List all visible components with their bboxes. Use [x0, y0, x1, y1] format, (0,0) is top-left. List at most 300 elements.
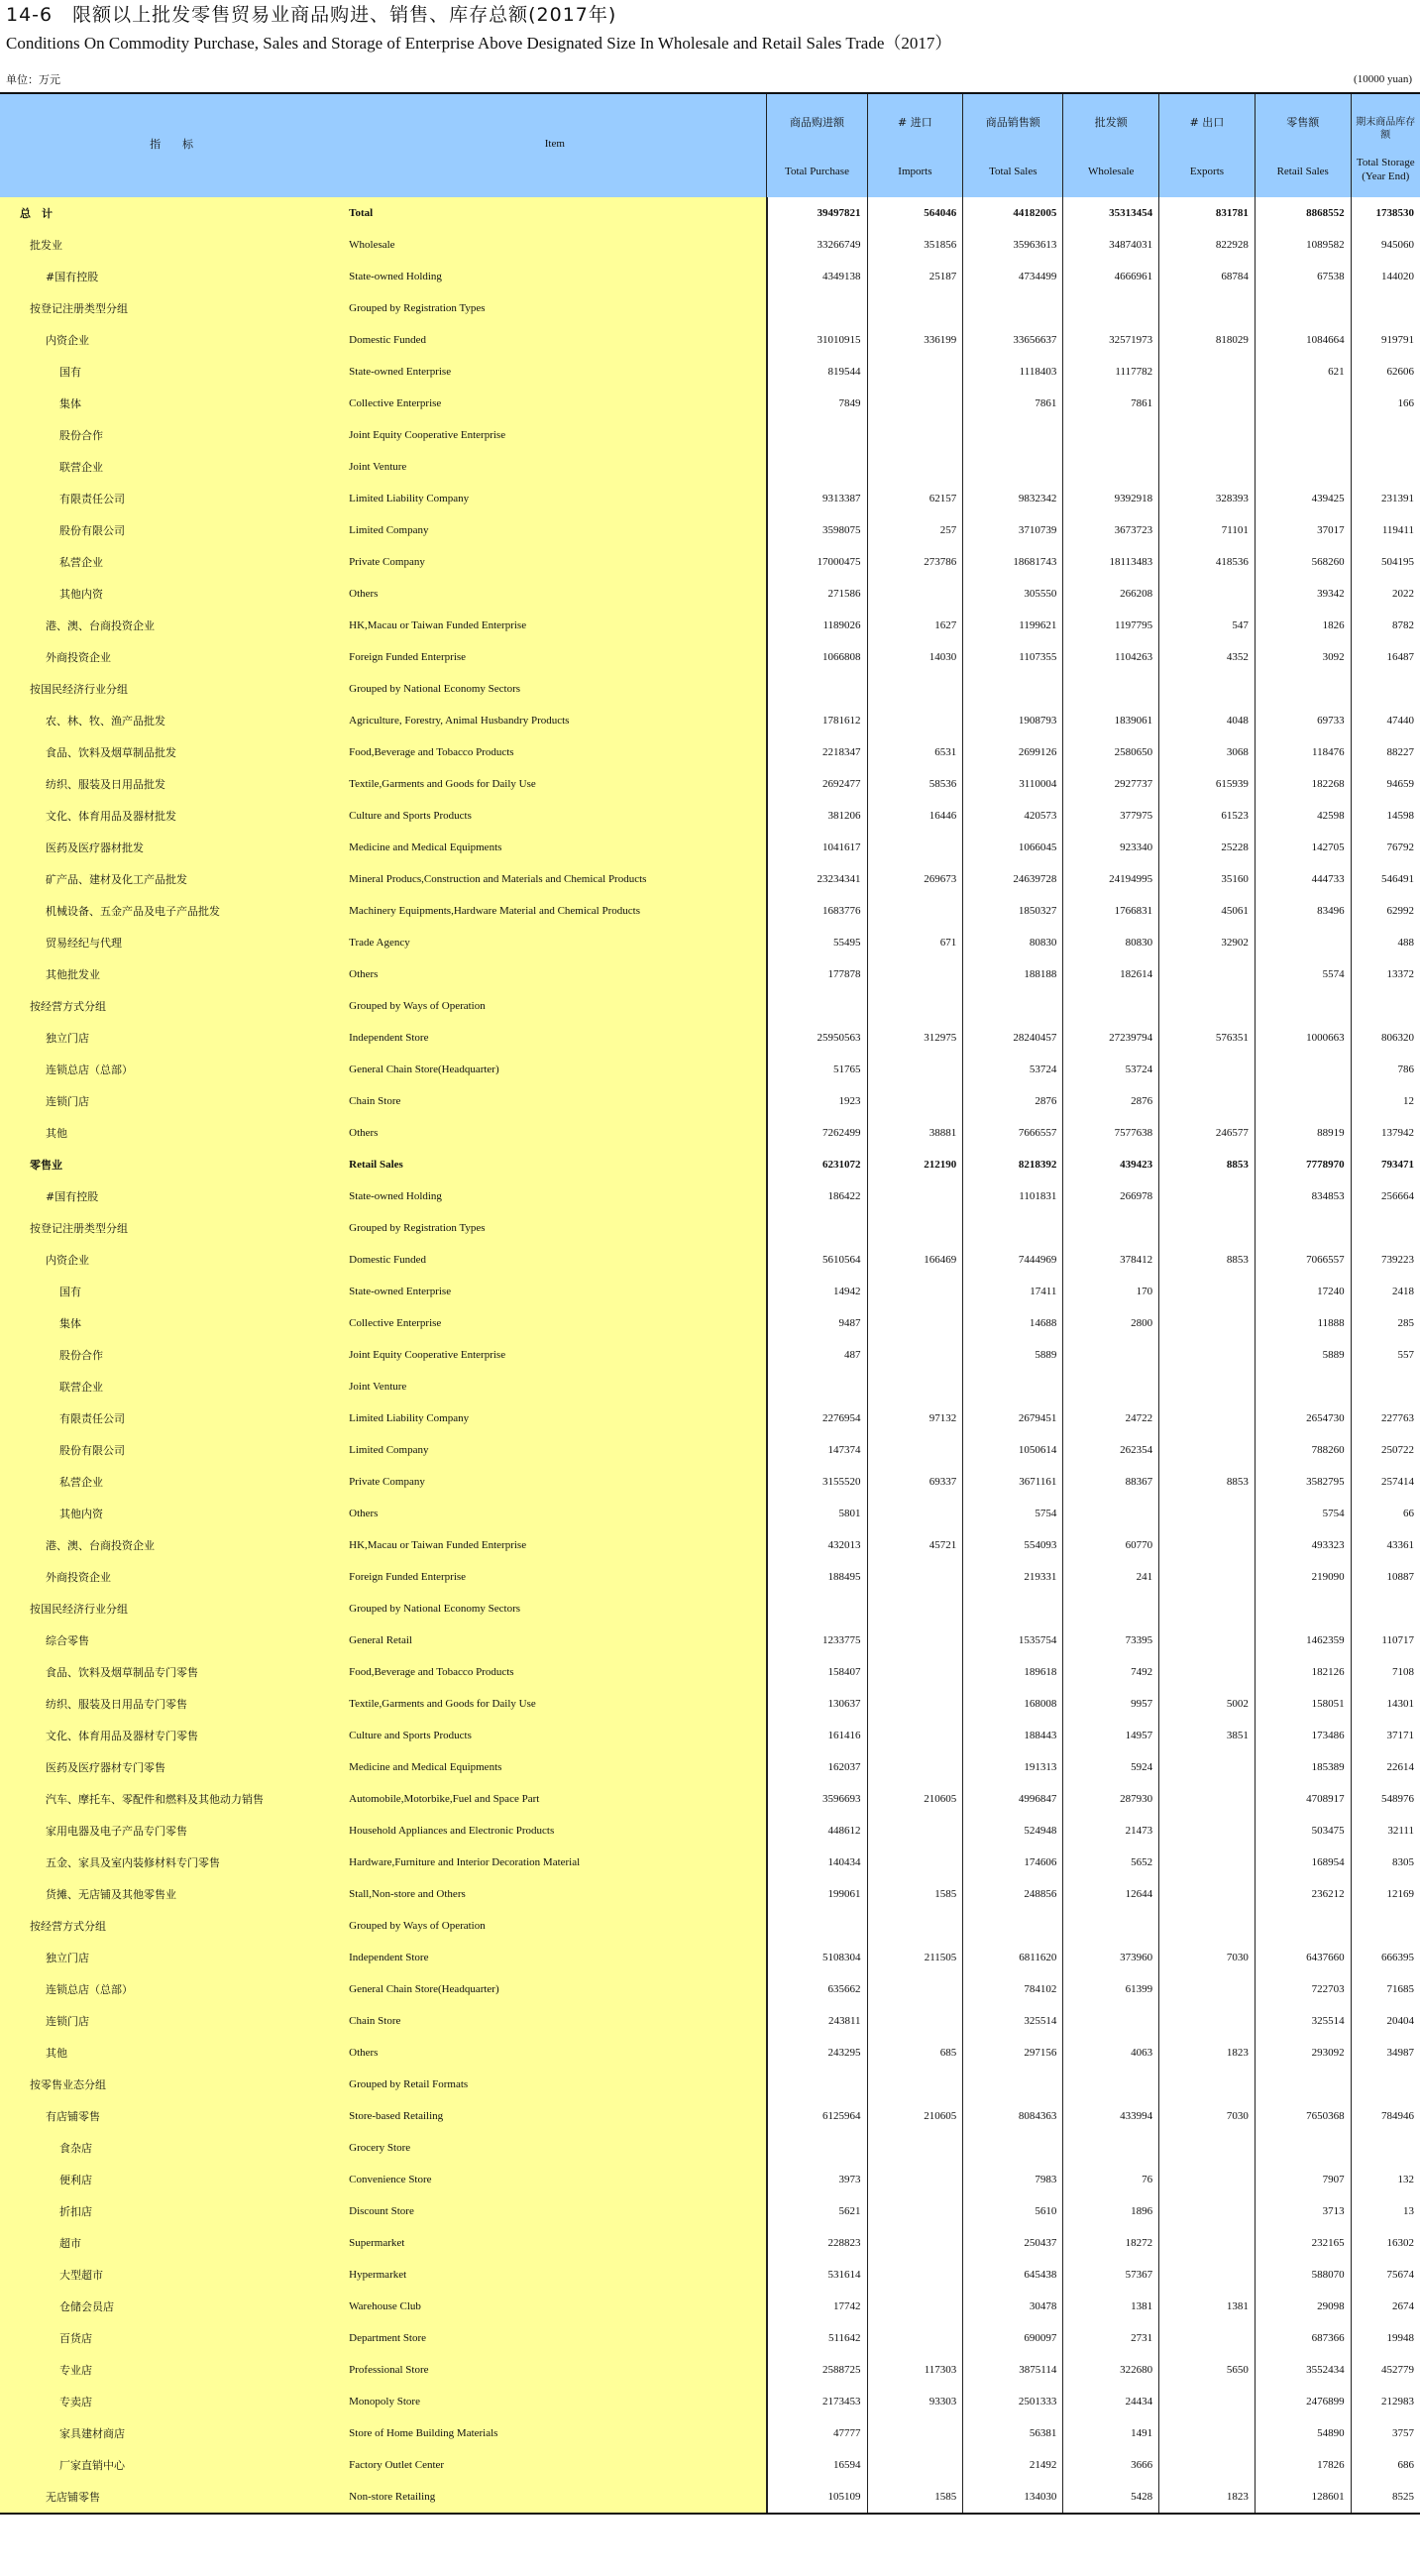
cell-retail-sales: 7907: [1255, 2164, 1351, 2195]
cell-wholesale: 35313454: [1063, 197, 1159, 229]
row-label-cn: 百货店: [0, 2322, 343, 2354]
cell-total-purchase: 1041617: [767, 832, 867, 863]
table-row: [0, 673, 1420, 705]
cell-retail-sales: 3582795: [1255, 1466, 1351, 1498]
row-label-en: Factory Outlet Center: [343, 2449, 767, 2481]
row-label-en: Food,Beverage and Tobacco Products: [343, 1656, 767, 1688]
row-label-en: Non-store Retailing: [343, 2481, 767, 2513]
cell-exports: 68784: [1159, 261, 1256, 292]
cell-exports: [1159, 419, 1256, 451]
cell-exports: 3068: [1159, 736, 1256, 768]
cell-wholesale: 170: [1063, 1276, 1159, 1307]
cell-imports: 269673: [867, 863, 963, 895]
cell-exports: [1159, 1910, 1256, 1942]
cell-exports: [1159, 1593, 1256, 1624]
cell-total-storage: [1351, 2069, 1420, 2100]
cell-imports: [867, 1561, 963, 1593]
cell-imports: [867, 1751, 963, 1783]
row-label-cn: 内资企业: [0, 1244, 343, 1276]
cell-total-purchase: 5621: [767, 2195, 867, 2227]
header-total-sales-en: Total Sales: [989, 166, 1038, 177]
table-row: [0, 2164, 1420, 2195]
table-row: [0, 2322, 1420, 2354]
cell-wholesale: [1063, 419, 1159, 451]
row-label-en: Food,Beverage and Tobacco Products: [343, 736, 767, 768]
cell-wholesale: 76: [1063, 2164, 1159, 2195]
table-row: [0, 1307, 1420, 1339]
cell-total-storage: 76792: [1351, 832, 1420, 863]
cell-total-purchase: 25950563: [767, 1022, 867, 1054]
cell-retail-sales: 173486: [1255, 1720, 1351, 1751]
cell-exports: 818029: [1159, 324, 1256, 356]
page-title-en: Conditions On Commodity Purchase, Sales and Storage of Enterprise Above Designated Size In Wholesale and Retail Sales Trade（2017）: [6, 34, 952, 53]
cell-total-storage: 806320: [1351, 1022, 1420, 1054]
header-imports: [867, 93, 963, 197]
cell-total-purchase: 487: [767, 1339, 867, 1371]
table-row: [0, 2005, 1420, 2037]
table-row: [0, 2227, 1420, 2259]
cell-exports: [1159, 1529, 1256, 1561]
cell-exports: [1159, 388, 1256, 419]
cell-exports: 8853: [1159, 1149, 1256, 1180]
cell-total-purchase: 448612: [767, 1815, 867, 1847]
table-row: [0, 990, 1420, 1022]
table-row: [0, 1466, 1420, 1498]
cell-total-sales: 7444969: [963, 1244, 1063, 1276]
cell-total-storage: [1351, 451, 1420, 483]
cell-wholesale: 2580650: [1063, 736, 1159, 768]
cell-retail-sales: 325514: [1255, 2005, 1351, 2037]
cell-total-sales: 1118403: [963, 356, 1063, 388]
row-label-cn: 无店铺零售: [0, 2481, 343, 2513]
cell-retail-sales: 219090: [1255, 1561, 1351, 1593]
cell-total-sales: 28240457: [963, 1022, 1063, 1054]
cell-exports: [1159, 1307, 1256, 1339]
cell-total-storage: 37171: [1351, 1720, 1420, 1751]
cell-total-purchase: [767, 2069, 867, 2100]
cell-retail-sales: 39342: [1255, 578, 1351, 610]
cell-imports: 671: [867, 927, 963, 958]
cell-total-storage: [1351, 419, 1420, 451]
cell-exports: [1159, 1815, 1256, 1847]
header-retail-sales-en: Retail Sales: [1276, 166, 1329, 177]
cell-total-sales: 1535754: [963, 1624, 1063, 1656]
table-row: [0, 2100, 1420, 2132]
cell-exports: 615939: [1159, 768, 1256, 800]
cell-retail-sales: 503475: [1255, 1815, 1351, 1847]
header-imports-en: Imports: [898, 166, 932, 177]
cell-wholesale: [1063, 292, 1159, 324]
table-row: [0, 261, 1420, 292]
table-row: [0, 1847, 1420, 1878]
cell-imports: 210605: [867, 2100, 963, 2132]
cell-exports: [1159, 673, 1256, 705]
cell-total-storage: 739223: [1351, 1244, 1420, 1276]
cell-retail-sales: 185389: [1255, 1751, 1351, 1783]
row-label-cn: 家具建材商店: [0, 2417, 343, 2449]
cell-total-sales: [963, 1593, 1063, 1624]
cell-imports: [867, 1054, 963, 1085]
table-row: [0, 1973, 1420, 2005]
cell-wholesale: [1063, 990, 1159, 1022]
table-row: [0, 2449, 1420, 2481]
cell-total-sales: 1066045: [963, 832, 1063, 863]
cell-total-purchase: 432013: [767, 1529, 867, 1561]
cell-imports: [867, 2291, 963, 2322]
cell-imports: [867, 356, 963, 388]
cell-total-storage: 1738530: [1351, 197, 1420, 229]
header-total-storage-en2: (Year End): [1362, 170, 1410, 182]
table-row: [0, 514, 1420, 546]
cell-total-storage: 137942: [1351, 1117, 1420, 1149]
cell-exports: [1159, 356, 1256, 388]
cell-retail-sales: 293092: [1255, 2037, 1351, 2069]
table-row: [0, 927, 1420, 958]
cell-total-purchase: 243295: [767, 2037, 867, 2069]
cell-exports: 35160: [1159, 863, 1256, 895]
cell-exports: [1159, 1212, 1256, 1244]
cell-imports: 685: [867, 2037, 963, 2069]
cell-total-sales: 35963613: [963, 229, 1063, 261]
cell-exports: [1159, 451, 1256, 483]
cell-total-purchase: 7849: [767, 388, 867, 419]
cell-retail-sales: 7066557: [1255, 1244, 1351, 1276]
row-label-cn: 文化、体育用品及器材批发: [0, 800, 343, 832]
row-label-cn: 批发业: [0, 229, 343, 261]
table-row: [0, 1180, 1420, 1212]
cell-total-storage: 250722: [1351, 1434, 1420, 1466]
cell-total-sales: 9832342: [963, 483, 1063, 514]
data-table: [0, 92, 1420, 2513]
cell-total-sales: 191313: [963, 1751, 1063, 1783]
cell-exports: 547: [1159, 610, 1256, 641]
row-label-en: Private Company: [343, 1466, 767, 1498]
cell-exports: [1159, 1434, 1256, 1466]
row-label-cn: 联营企业: [0, 1371, 343, 1402]
cell-wholesale: 53724: [1063, 1054, 1159, 1085]
cell-wholesale: 73395: [1063, 1624, 1159, 1656]
cell-wholesale: 2927737: [1063, 768, 1159, 800]
table-row: [0, 2291, 1420, 2322]
cell-total-purchase: 4349138: [767, 261, 867, 292]
header-retail-sales-cn: 零售额: [1286, 116, 1320, 129]
table-row: [0, 356, 1420, 388]
table-row: [0, 610, 1420, 641]
cell-exports: 822928: [1159, 229, 1256, 261]
cell-exports: 5650: [1159, 2354, 1256, 2386]
row-label-en: Agriculture, Forestry, Animal Husbandry Products: [343, 705, 767, 736]
cell-retail-sales: 17240: [1255, 1276, 1351, 1307]
cell-total-storage: 784946: [1351, 2100, 1420, 2132]
row-label-cn: 有限责任公司: [0, 483, 343, 514]
cell-retail-sales: 439425: [1255, 483, 1351, 514]
cell-total-storage: 8782: [1351, 610, 1420, 641]
cell-retail-sales: [1255, 1212, 1351, 1244]
cell-imports: 212190: [867, 1149, 963, 1180]
cell-wholesale: 9392918: [1063, 483, 1159, 514]
cell-wholesale: 4666961: [1063, 261, 1159, 292]
cell-total-purchase: [767, 990, 867, 1022]
table-row: [0, 1339, 1420, 1371]
cell-exports: [1159, 1498, 1256, 1529]
cell-retail-sales: 3092: [1255, 641, 1351, 673]
cell-wholesale: [1063, 2069, 1159, 2100]
row-label-en: Monopoly Store: [343, 2386, 767, 2417]
cell-total-sales: 134030: [963, 2481, 1063, 2513]
header-wholesale-en: Wholesale: [1087, 166, 1135, 177]
cell-imports: 14030: [867, 641, 963, 673]
cell-total-purchase: [767, 1910, 867, 1942]
cell-total-sales: 2699126: [963, 736, 1063, 768]
cell-total-storage: 7108: [1351, 1656, 1420, 1688]
row-label-en: Others: [343, 2037, 767, 2069]
cell-retail-sales: 621: [1255, 356, 1351, 388]
row-label-en: Hypermarket: [343, 2259, 767, 2291]
cell-wholesale: 266208: [1063, 578, 1159, 610]
cell-retail-sales: [1255, 1054, 1351, 1085]
cell-imports: [867, 419, 963, 451]
cell-wholesale: 2876: [1063, 1085, 1159, 1117]
cell-imports: [867, 2322, 963, 2354]
cell-total-purchase: 6231072: [767, 1149, 867, 1180]
table-row: [0, 1149, 1420, 1180]
cell-retail-sales: 6437660: [1255, 1942, 1351, 1973]
row-label-cn: 纺织、服装及日用品专门零售: [0, 1688, 343, 1720]
cell-retail-sales: 128601: [1255, 2481, 1351, 2513]
row-label-en: Domestic Funded: [343, 324, 767, 356]
cell-total-storage: 666395: [1351, 1942, 1420, 1973]
cell-total-sales: 80830: [963, 927, 1063, 958]
cell-retail-sales: 5574: [1255, 958, 1351, 990]
cell-total-sales: 2679451: [963, 1402, 1063, 1434]
cell-exports: [1159, 958, 1256, 990]
cell-total-purchase: 14942: [767, 1276, 867, 1307]
table-row: [0, 1751, 1420, 1783]
row-label-cn: 零售业: [0, 1149, 343, 1180]
cell-wholesale: 34874031: [1063, 229, 1159, 261]
cell-total-purchase: 9487: [767, 1307, 867, 1339]
row-label-en: Chain Store: [343, 2005, 767, 2037]
cell-total-sales: [963, 1371, 1063, 1402]
cell-total-storage: [1351, 1371, 1420, 1402]
cell-total-storage: 110717: [1351, 1624, 1420, 1656]
cell-total-storage: [1351, 1910, 1420, 1942]
cell-total-purchase: 188495: [767, 1561, 867, 1593]
cell-total-purchase: 271586: [767, 578, 867, 610]
cell-total-storage: 12169: [1351, 1878, 1420, 1910]
row-label-cn: 便利店: [0, 2164, 343, 2195]
cell-wholesale: 18113483: [1063, 546, 1159, 578]
cell-exports: 3851: [1159, 1720, 1256, 1751]
table-row: [0, 1371, 1420, 1402]
row-label-en: Hardware,Furniture and Interior Decoration Material: [343, 1847, 767, 1878]
cell-wholesale: 18272: [1063, 2227, 1159, 2259]
row-label-cn: 其他批发业: [0, 958, 343, 990]
cell-exports: 71101: [1159, 514, 1256, 546]
cell-retail-sales: 118476: [1255, 736, 1351, 768]
table-row: [0, 705, 1420, 736]
cell-exports: 246577: [1159, 1117, 1256, 1149]
cell-exports: [1159, 1054, 1256, 1085]
row-label-en: Discount Store: [343, 2195, 767, 2227]
cell-total-sales: 219331: [963, 1561, 1063, 1593]
header-item-en: Item: [544, 138, 565, 150]
cell-wholesale: [1063, 1212, 1159, 1244]
cell-total-sales: 7983: [963, 2164, 1063, 2195]
row-label-en: Limited Company: [343, 514, 767, 546]
cell-wholesale: 57367: [1063, 2259, 1159, 2291]
cell-total-sales: 53724: [963, 1054, 1063, 1085]
cell-total-purchase: 2692477: [767, 768, 867, 800]
cell-total-storage: [1351, 2132, 1420, 2164]
cell-total-storage: 2022: [1351, 578, 1420, 610]
cell-total-storage: 2418: [1351, 1276, 1420, 1307]
unit-label-en: (10000 yuan): [1354, 73, 1412, 85]
cell-total-purchase: 161416: [767, 1720, 867, 1751]
cell-total-sales: 305550: [963, 578, 1063, 610]
cell-wholesale: 373960: [1063, 1942, 1159, 1973]
cell-total-storage: 19948: [1351, 2322, 1420, 2354]
row-label-en: Independent Store: [343, 1022, 767, 1054]
cell-total-purchase: 3598075: [767, 514, 867, 546]
cell-total-sales: 14688: [963, 1307, 1063, 1339]
cell-imports: 58536: [867, 768, 963, 800]
cell-wholesale: 1839061: [1063, 705, 1159, 736]
cell-total-storage: 47440: [1351, 705, 1420, 736]
cell-total-purchase: 162037: [767, 1751, 867, 1783]
row-label-cn: 国有: [0, 1276, 343, 1307]
cell-retail-sales: [1255, 990, 1351, 1022]
cell-retail-sales: 1084664: [1255, 324, 1351, 356]
cell-total-purchase: 2218347: [767, 736, 867, 768]
row-label-cn: 私营企业: [0, 1466, 343, 1498]
table-row: [0, 2417, 1420, 2449]
cell-total-storage: 75674: [1351, 2259, 1420, 2291]
row-label-en: Limited Company: [343, 1434, 767, 1466]
row-label-cn: #国有控股: [0, 1180, 343, 1212]
table-row: [0, 1656, 1420, 1688]
cell-imports: [867, 1847, 963, 1878]
cell-total-purchase: 130637: [767, 1688, 867, 1720]
row-label-cn: 医药及医疗器材批发: [0, 832, 343, 863]
table-row: [0, 1244, 1420, 1276]
cell-total-sales: [963, 292, 1063, 324]
table-row: [0, 863, 1420, 895]
cell-total-storage: 786: [1351, 1054, 1420, 1085]
cell-imports: [867, 1180, 963, 1212]
header-total-purchase-en: Total Purchase: [785, 166, 849, 177]
row-label-en: Foreign Funded Enterprise: [343, 1561, 767, 1593]
cell-retail-sales: 3713: [1255, 2195, 1351, 2227]
cell-wholesale: 24434: [1063, 2386, 1159, 2417]
cell-exports: [1159, 578, 1256, 610]
cell-imports: 166469: [867, 1244, 963, 1276]
cell-wholesale: 1117782: [1063, 356, 1159, 388]
cell-total-purchase: [767, 292, 867, 324]
cell-imports: 1627: [867, 610, 963, 641]
cell-total-sales: [963, 1910, 1063, 1942]
cell-total-storage: 945060: [1351, 229, 1420, 261]
table-row: [0, 2481, 1420, 2513]
cell-imports: 69337: [867, 1466, 963, 1498]
cell-exports: [1159, 2195, 1256, 2227]
cell-retail-sales: [1255, 1910, 1351, 1942]
cell-exports: [1159, 2259, 1256, 2291]
cell-total-storage: 504195: [1351, 546, 1420, 578]
row-label-cn: 文化、体育用品及器材专门零售: [0, 1720, 343, 1751]
cell-wholesale: 1381: [1063, 2291, 1159, 2322]
cell-wholesale: [1063, 451, 1159, 483]
cell-exports: [1159, 1847, 1256, 1878]
cell-imports: [867, 1593, 963, 1624]
cell-total-sales: [963, 2069, 1063, 2100]
cell-total-sales: 1908793: [963, 705, 1063, 736]
table-row: [0, 1878, 1420, 1910]
header-exports: [1159, 93, 1256, 197]
cell-imports: 1585: [867, 2481, 963, 2513]
cell-total-purchase: 2173453: [767, 2386, 867, 2417]
row-label-en: Others: [343, 578, 767, 610]
cell-imports: 38881: [867, 1117, 963, 1149]
cell-total-purchase: 228823: [767, 2227, 867, 2259]
table-row: [0, 768, 1420, 800]
table-row: [0, 1783, 1420, 1815]
row-label-en: Limited Liability Company: [343, 483, 767, 514]
table-row: [0, 578, 1420, 610]
cell-total-storage: 144020: [1351, 261, 1420, 292]
cell-total-sales: 248856: [963, 1878, 1063, 1910]
cell-total-sales: 8084363: [963, 2100, 1063, 2132]
cell-wholesale: [1063, 1593, 1159, 1624]
cell-exports: 4352: [1159, 641, 1256, 673]
table-row: [0, 451, 1420, 483]
cell-wholesale: 377975: [1063, 800, 1159, 832]
cell-total-storage: 71685: [1351, 1973, 1420, 2005]
cell-total-purchase: [767, 1593, 867, 1624]
table-row: [0, 2354, 1420, 2386]
cell-imports: [867, 832, 963, 863]
cell-imports: 273786: [867, 546, 963, 578]
cell-total-storage: 557: [1351, 1339, 1420, 1371]
cell-retail-sales: 1000663: [1255, 1022, 1351, 1054]
cell-imports: [867, 2259, 963, 2291]
cell-imports: 1585: [867, 1878, 963, 1910]
cell-total-purchase: 511642: [767, 2322, 867, 2354]
cell-wholesale: 3673723: [1063, 514, 1159, 546]
cell-wholesale: 5924: [1063, 1751, 1159, 1783]
cell-total-purchase: 2276954: [767, 1402, 867, 1434]
cell-total-storage: 793471: [1351, 1149, 1420, 1180]
cell-total-sales: 188443: [963, 1720, 1063, 1751]
cell-imports: 211505: [867, 1942, 963, 1973]
cell-wholesale: [1063, 2132, 1159, 2164]
cell-total-purchase: 17000475: [767, 546, 867, 578]
cell-total-purchase: 33266749: [767, 229, 867, 261]
cell-wholesale: 4063: [1063, 2037, 1159, 2069]
cell-total-purchase: 1233775: [767, 1624, 867, 1656]
cell-total-storage: 14598: [1351, 800, 1420, 832]
cell-retail-sales: 11888: [1255, 1307, 1351, 1339]
row-label-en: Others: [343, 1498, 767, 1529]
cell-total-storage: 34987: [1351, 2037, 1420, 2069]
cell-wholesale: 24194995: [1063, 863, 1159, 895]
cell-imports: [867, 1339, 963, 1371]
cell-imports: 45721: [867, 1529, 963, 1561]
cell-imports: 62157: [867, 483, 963, 514]
cell-imports: 564046: [867, 197, 963, 229]
row-label-en: Medicine and Medical Equipments: [343, 832, 767, 863]
cell-total-purchase: 147374: [767, 1434, 867, 1466]
